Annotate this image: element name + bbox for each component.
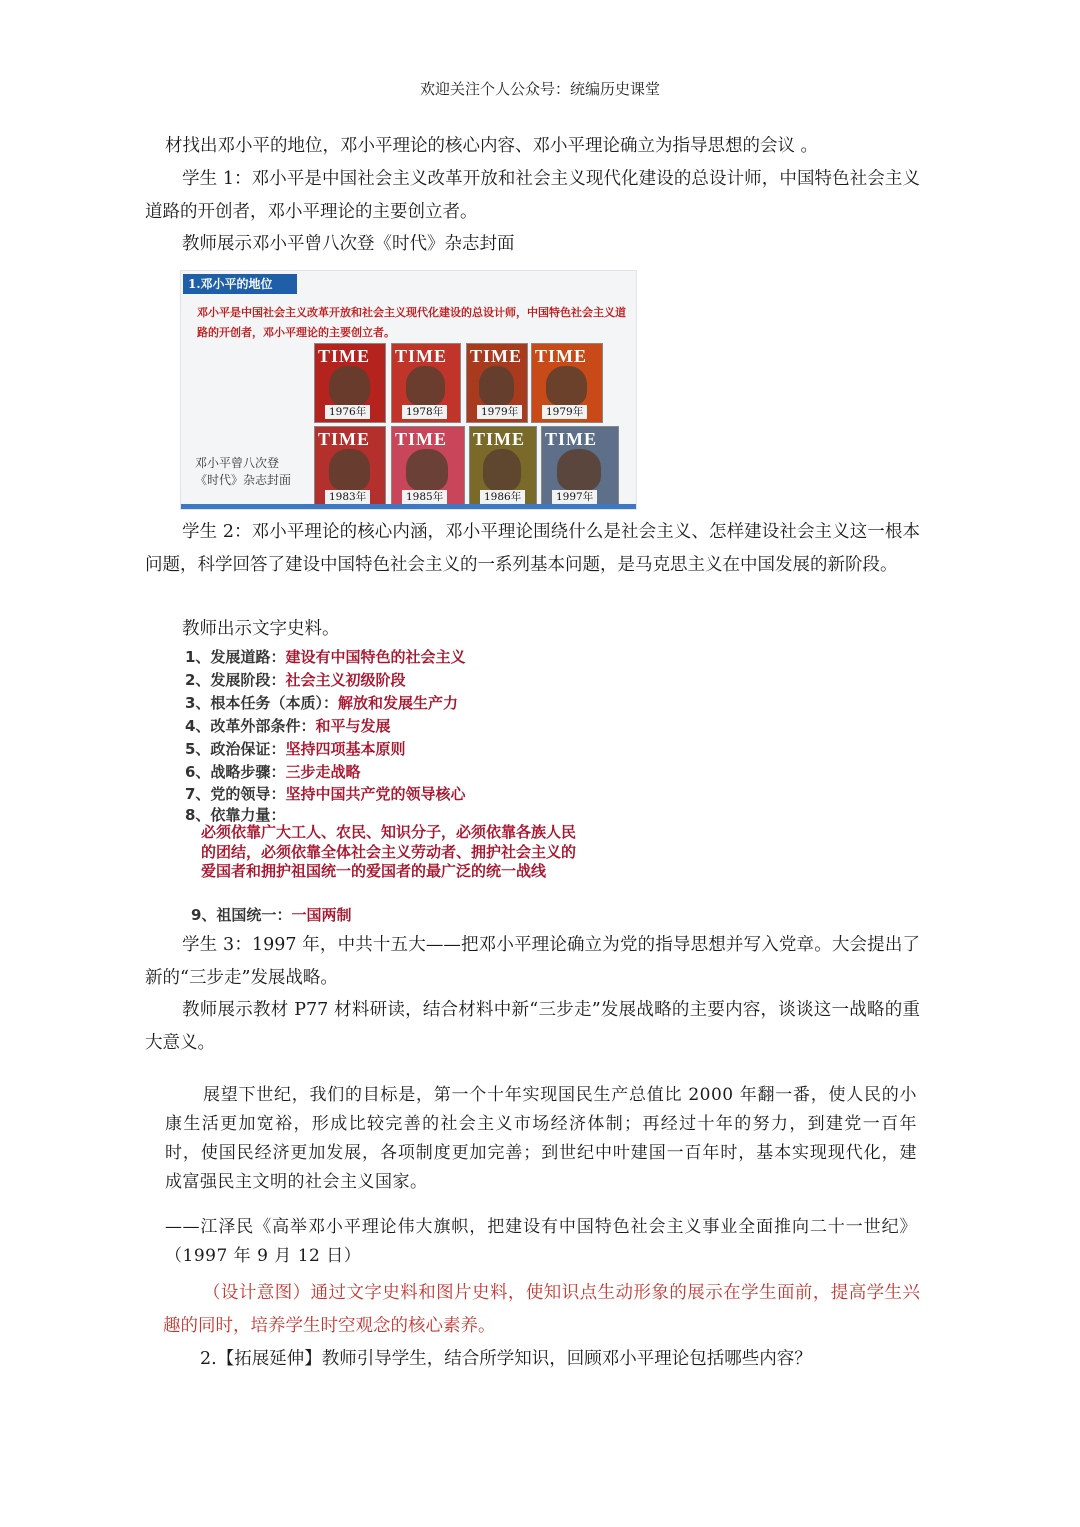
quotation-source: ——江泽民《高举邓小平理论伟大旗帜，把建设有中国特色社会主义事业全面推向二十一世纪》（1997 年 9 月 12 日） xyxy=(165,1217,917,1266)
list-item: 3、根本任务（本质）：解放和发展生产力 xyxy=(185,694,458,712)
time-masthead: TIME xyxy=(470,346,523,366)
time-cover xyxy=(314,426,386,508)
paragraph-intro: 材找出邓小平的地位，邓小平理论的核心内容、邓小平理论确立为指导思想的会议 。 xyxy=(165,136,819,156)
time-masthead: TIME xyxy=(535,346,588,366)
time-masthead: TIME xyxy=(318,429,371,449)
portrait-image xyxy=(557,449,601,491)
time-masthead: TIME xyxy=(545,429,598,449)
paragraph-student-3: 学生 3：1997 年，中共十五大——把邓小平理论确立为党的指导思想并写入党章。大会提出了新的“三步走”发展战略。 xyxy=(145,935,920,988)
time-cover xyxy=(541,426,619,508)
cover-year: 1983年 xyxy=(325,490,370,504)
paragraph-teacher-material: 教师展示教材 P77 材料研读，结合材料中新“三步走”发展战略的主要内容，谈谈这一战略的重大意义。 xyxy=(145,1000,920,1053)
list-item: 9、祖国统一：一国两制 xyxy=(191,906,352,924)
list-item: 2、发展阶段：社会主义初级阶段 xyxy=(185,671,406,689)
time-cover xyxy=(391,343,461,423)
time-covers-figure xyxy=(180,270,637,510)
figure-caption xyxy=(195,455,305,489)
portrait-image xyxy=(406,449,448,491)
time-masthead: TIME xyxy=(395,429,448,449)
time-cover xyxy=(314,343,386,423)
time-masthead: TIME xyxy=(473,429,526,449)
cover-year: 1985年 xyxy=(402,490,447,504)
cover-year: 1976年 xyxy=(325,405,370,419)
portrait-image xyxy=(329,366,370,407)
paragraph-teacher-text: 教师出示文字史料。 xyxy=(182,619,340,639)
time-cover xyxy=(531,343,603,423)
list-item-body: 必须依靠广大工人、农民、知识分子，必须依靠各族人民的团结，必须依靠全体社会主义劳动者、拥护社会主义的爱国者和拥护祖国统一的爱国者的最广泛的统一战线 xyxy=(201,823,577,880)
portrait-image xyxy=(406,366,445,407)
list-item: 5、政治保证：坚持四项基本原则 xyxy=(185,740,406,758)
list-item: 6、战略步骤：三步走战略 xyxy=(185,763,361,781)
cover-year: 1979年 xyxy=(477,405,522,419)
cover-year: 1979年 xyxy=(542,405,587,419)
list-item: 7、党的领导：坚持中国共产党的领导核心 xyxy=(185,785,466,803)
time-masthead: TIME xyxy=(395,346,448,366)
cover-year: 1997年 xyxy=(552,490,597,504)
time-cover xyxy=(391,426,465,508)
quotation: 展望下世纪，我们的目标是，第一个十年实现国民生产总值比 2000 年翻一番，使人民的小康生活更加宽裕，形成比较完善的社会主义市场经济体制；再经过十年的努力，到建党一百年时，使国民经济更加发展，各项制度更加完善；到世纪中叶建国一百年时，基本实现现代化，建成富强民主文明的社会主义国家。 xyxy=(165,1085,917,1192)
figure-caption-line-2: 《时代》杂志封面 xyxy=(195,473,292,487)
design-intent: （设计意图）通过文字史料和图片史料，使知识点生动形象的展示在学生面前，提高学生兴趣的同时，培养学生时空观念的核心素养。 xyxy=(163,1283,920,1336)
time-cover xyxy=(466,343,528,423)
paragraph-extension: 2.【拓展延伸】教师引导学生，结合所学知识，回顾邓小平理论包括哪些内容？ xyxy=(200,1349,812,1369)
figure-footer-bar xyxy=(181,504,637,509)
time-cover xyxy=(469,426,537,508)
figure-caption-line-1: 邓小平曾八次登 xyxy=(195,456,280,470)
portrait-image xyxy=(329,449,370,491)
cover-year: 1986年 xyxy=(480,490,525,504)
portrait-image xyxy=(546,366,587,407)
portrait-image xyxy=(483,449,521,491)
portrait-image xyxy=(479,366,514,407)
list-item: 1、发展道路：建设有中国特色的社会主义 xyxy=(185,648,466,666)
list-item: 4、改革外部条件：和平与发展 xyxy=(185,717,391,735)
page-header: 欢迎关注个人公众号：统编历史课堂 xyxy=(419,80,660,98)
figure-title: 1.邓小平的地位 xyxy=(183,274,297,294)
time-masthead: TIME xyxy=(318,346,371,366)
cover-year: 1978年 xyxy=(402,405,447,419)
list-item: 8、依靠力量： xyxy=(185,806,286,824)
paragraph-teacher-covers: 教师展示邓小平曾八次登《时代》杂志封面 xyxy=(182,234,515,254)
paragraph-student-1: 学生 1：邓小平是中国社会主义改革开放和社会主义现代化建设的总设计师，中国特色社会主义道路的开创者，邓小平理论的主要创立者。 xyxy=(145,169,920,222)
paragraph-student-2: 学生 2：邓小平理论的核心内涵，邓小平理论围绕什么是社会主义、怎样建设社会主义这一根本问题，科学回答了建设中国特色社会主义的一系列基本问题，是马克思主义在中国发展的新阶段。 xyxy=(145,522,920,575)
figure-text: 邓小平是中国社会主义改革开放和社会主义现代化建设的总设计师，中国特色社会主义道路的开创者，邓小平理论的主要创立者。 xyxy=(197,306,626,339)
